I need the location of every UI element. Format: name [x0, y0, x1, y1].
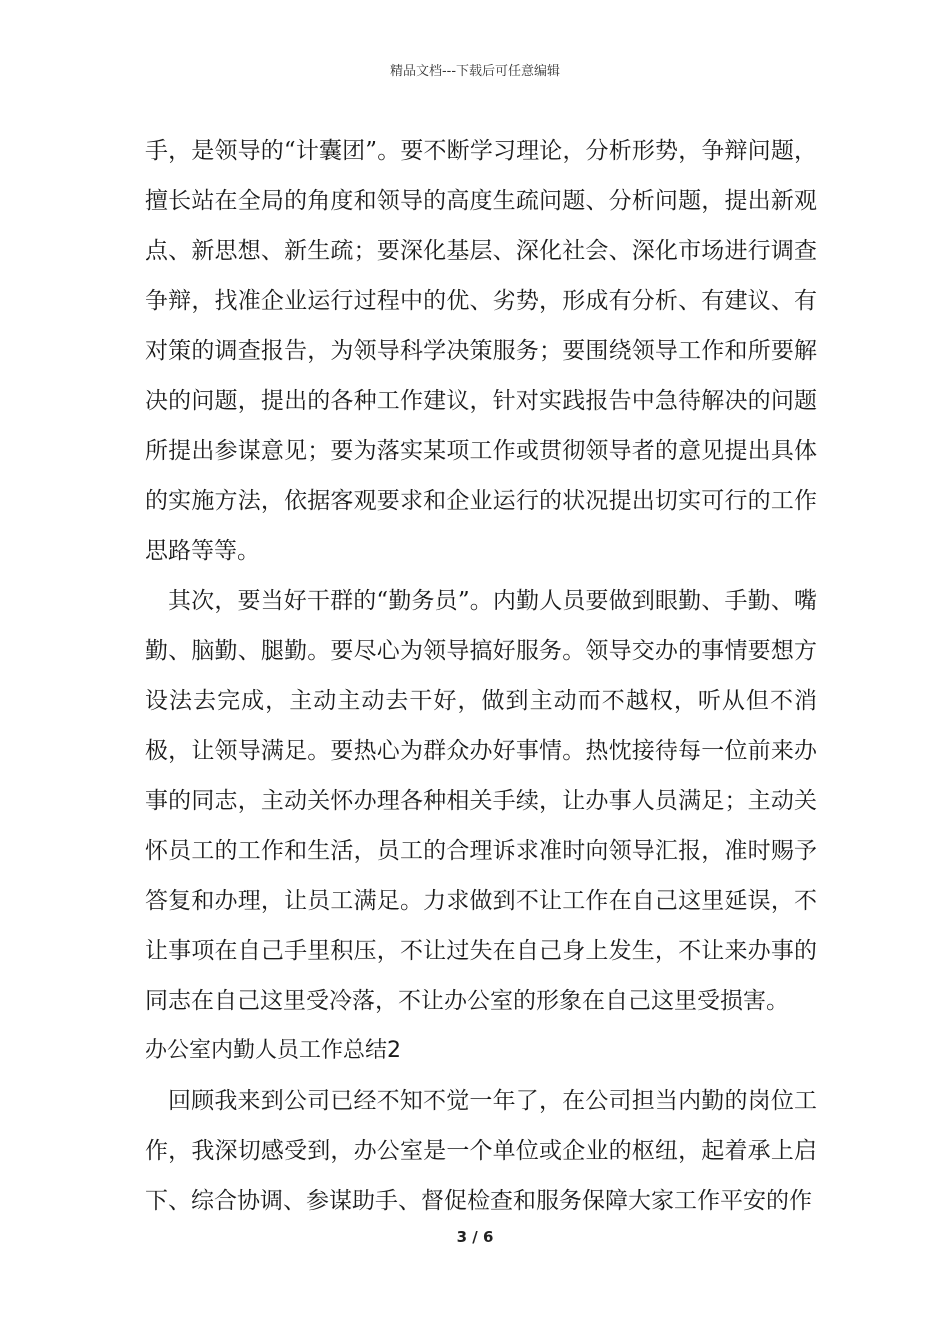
- section-heading: 办公室内勤人员工作总结2: [145, 1038, 401, 1063]
- document-body: [145, 126, 817, 1226]
- page-header-watermark: 精品文档---下载后可任意编辑: [389, 64, 561, 79]
- paragraph: 其次，要当好干群的“勤务员”。内勤人员要做到眼勤、手勤、嘴勤、脑勤、腿勤。要尽心为领导搞好服务。领导交办的事情要想方设法去完成，主动主动去干好，做到主动而不越权，听从但不消极，让领导满足。要热心为群众办好事情。热忱接待每一位前来办事的同志，主动关怀办理各种相关手续，让办事人员满足；主动关怀员工的工作和生活，员工的合理诉求准时向领导汇报，准时赐予答复和办理，让员工满足。力求做到不让工作在自己这里延误，不让事项在自己手里积压，不让过失在自己身上发生，不让来办事的同志在自己这里受冷落，不让办公室的形象在自己这里受损害。: [145, 588, 817, 1014]
- page-number: 3 / 6: [456, 1228, 494, 1246]
- paragraph-continued: 手，是领导的“计囊团”。要不断学习理论，分析形势，争辩问题，擅长站在全局的角度和领导的高度生疏问题、分析问题，提出新观点、新思想、新生疏；要深化基层、深化社会、深化市场进行调查争辩，找准企业运行过程中的优、劣势，形成有分析、有建议、有对策的调查报告，为领导科学决策服务；要围绕领导工作和所要解决的问题，提出的各种工作建议，针对实践报告中急待解决的问题所提出参谋意见；要为落实某项工作或贯彻领导者的意见提出具体的实施方法，依据客观要求和企业运行的状况提出切实可行的工作思路等等。: [145, 138, 817, 564]
- paragraph: 回顾我来到公司已经不知不觉一年了，在公司担当内勤的岗位工作，我深切感受到，办公室是一个单位或企业的枢纽，起着承上启下、综合协调、参谋助手、督促检查和服务保障大家工作平安的作: [145, 1088, 817, 1214]
